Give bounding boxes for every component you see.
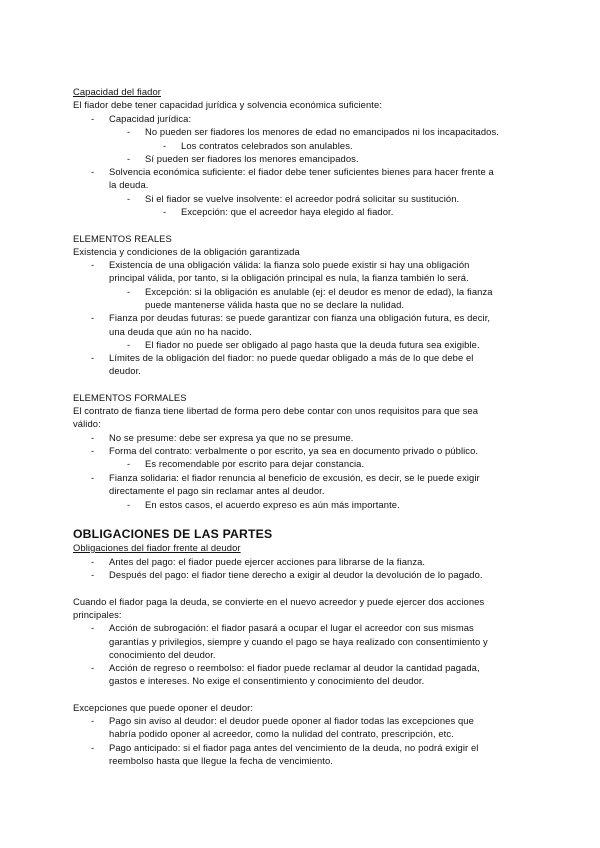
bullet-dash: - (91, 472, 95, 483)
list-item: Fianza por deudas futuras: se puede garantizar con fianza una obligación futura, es decir, (109, 312, 491, 323)
list-item: Acción de subrogación: el fiador pasará a ocupar el lugar el acreedor con sus mismas (109, 622, 474, 633)
paragraph-continuation: válido: (73, 418, 101, 429)
bullet-dash: - (91, 259, 95, 270)
section-title: ELEMENTOS FORMALES (73, 392, 187, 403)
paragraph: El fiador debe tener capacidad jurídica y solvencia económica suficiente: (73, 99, 383, 110)
section-heading: OBLIGACIONES DE LAS PARTES (73, 527, 273, 541)
list-item-continuation: conocimiento del deudor. (109, 649, 216, 660)
bullet-dash: - (91, 662, 95, 673)
bullet-dash: - (91, 569, 95, 580)
bullet-dash: - (91, 742, 95, 753)
list-item-continuation: una deuda que aún no ha nacido. (109, 326, 252, 337)
bullet-dash: - (91, 312, 95, 323)
bullet-dash: - (127, 499, 131, 510)
list-item-continuation: garantías y privilegios, siempre y cuando el pago se haya realizado con consentimiento y (109, 636, 488, 647)
paragraph: Cuando el fiador paga la deuda, se convierte en el nuevo acreedor y puede ejercer dos acciones (73, 596, 485, 607)
bullet-dash: - (127, 193, 131, 204)
paragraph-continuation: principales: (73, 609, 122, 620)
section-title: ELEMENTOS REALES (73, 233, 172, 244)
list-item: Antes del pago: el fiador puede ejercer acciones para librarse de la fianza. (109, 556, 426, 567)
list-item: No pueden ser fiadores los menores de edad no emancipados ni los incapacitados. (145, 126, 499, 137)
section-title: Capacidad del fiador (73, 86, 161, 97)
list-item: Pago anticipado: si el fiador paga antes del vencimiento de la deuda, no podrá exigir el (109, 742, 479, 753)
list-item: Fianza solidaria: el fiador renuncia al beneficio de excusión, es decir, se le puede exigir (109, 472, 480, 483)
paragraph: Excepciones que puede oponer el deudor: (73, 702, 254, 713)
bullet-dash: - (91, 432, 95, 443)
paragraph: El contrato de fianza tiene libertad de forma pero debe contar con unos requisitos para que sea (73, 405, 479, 416)
bullet-dash: - (163, 206, 167, 217)
list-item-continuation: la deuda. (109, 179, 149, 190)
list-item: Sí pueden ser fiadores los menores emancipados. (145, 153, 359, 164)
list-item: Es recomendable por escrito para dejar constancia. (145, 458, 365, 469)
bullet-dash: - (91, 352, 95, 363)
bullet-dash: - (91, 445, 95, 456)
paragraph: Existencia y condiciones de la obligación garantizada (73, 246, 300, 257)
list-item-continuation: principal válida, por tanto, si la obligación principal es nula, la fianza también lo será. (109, 272, 469, 283)
bullet-dash: - (127, 126, 131, 137)
list-item: Capacidad jurídica: (109, 113, 192, 124)
bullet-dash: - (163, 140, 167, 151)
list-item: Los contratos celebrados son anulables. (181, 140, 353, 151)
bullet-dash: - (91, 166, 95, 177)
bullet-dash: - (127, 286, 131, 297)
list-item: Límites de la obligación del fiador: no puede quedar obligado a más de lo que debe el (109, 352, 474, 363)
list-item-continuation: deudor. (109, 365, 141, 376)
bullet-dash: - (127, 458, 131, 469)
list-item: En estos casos, el acuerdo expreso es aún más importante. (145, 499, 400, 510)
list-item-continuation: directamente el pago sin reclamar antes al deudor. (109, 485, 325, 496)
list-item: Existencia de una obligación válida: la fianza solo puede existir si hay una obligación (109, 259, 470, 270)
list-item: Forma del contrato: verbalmente o por escrito, ya sea en documento privado o público. (109, 445, 479, 456)
list-item-continuation: habría podido oponer al acreedor, como la nulidad del contrato, prescripción, etc. (109, 728, 454, 739)
list-item: Acción de regreso o reembolso: el fiador puede reclamar al deudor la cantidad pagada, (109, 662, 480, 673)
list-item: Si el fiador se vuelve insolvente: el acreedor podrá solicitar su sustitución. (145, 193, 460, 204)
bullet-dash: - (91, 622, 95, 633)
list-item-continuation: gastos e intereses. No exige el consentimiento y conocimiento del deudor. (109, 675, 425, 686)
list-item: Solvencia económica suficiente: el fiador debe tener suficientes bienes para hacer frente a (109, 166, 494, 177)
list-item: No se presume: debe ser expresa ya que no se presume. (109, 432, 354, 443)
bullet-dash: - (127, 153, 131, 164)
bullet-dash: - (91, 556, 95, 567)
bullet-dash: - (127, 339, 131, 350)
section-subtitle: Obligaciones del fiador frente al deudor (73, 542, 241, 553)
list-item: Pago sin aviso al deudor: el deudor puede oponer al fiador todas las excepciones que (109, 715, 474, 726)
bullet-dash: - (91, 715, 95, 726)
list-item: El fiador no puede ser obligado al pago hasta que la deuda futura sea exigible. (145, 339, 480, 350)
list-item: Después del pago: el fiador tiene derecho a exigir al deudor la devolución de lo pagado. (109, 569, 483, 580)
list-item: Excepción: que el acreedor haya elegido al fiador. (181, 206, 394, 217)
bullet-dash: - (91, 113, 95, 124)
list-item-continuation: puede mantenerse válida hasta que no se declare la nulidad. (145, 299, 405, 310)
list-item-continuation: reembolso hasta que llegue la fecha de vencimiento. (109, 755, 333, 766)
list-item: Excepción: si la obligación es anulable (ej: el deudor es menor de edad), la fianza (145, 286, 493, 297)
